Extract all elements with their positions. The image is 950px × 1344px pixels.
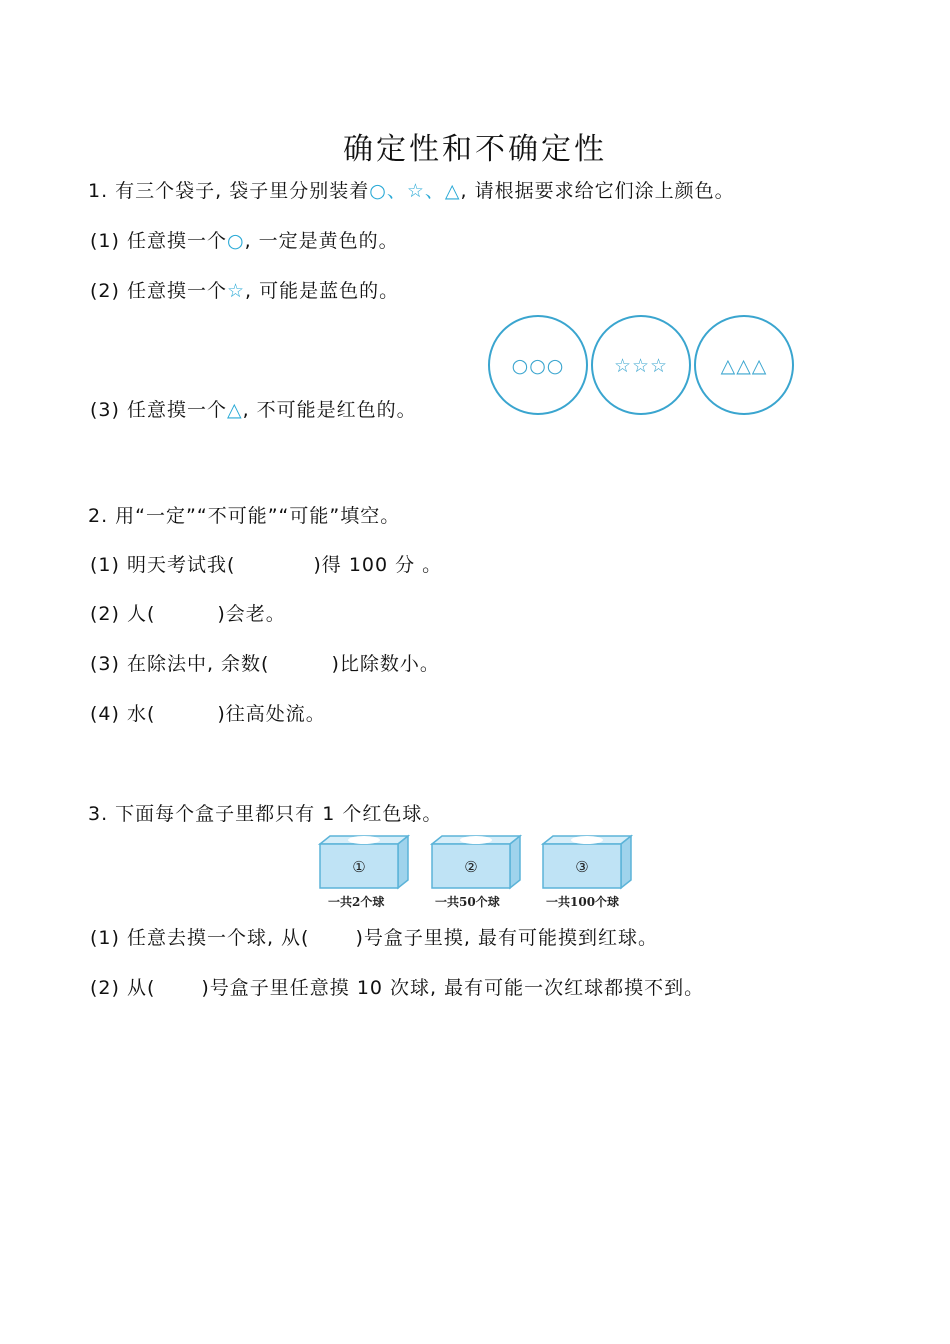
q1-prompt-text: 1. 有三个袋子, 袋子里分别装着 [88,180,370,202]
q3-item-2-suffix: )号盒子里任意摸 10 次球, 最有可能一次红球都摸不到。 [201,977,705,999]
separator: 、 [386,180,407,202]
q1-item-2-text: (2) 任意摸一个 [90,280,227,302]
q2-item-1-suffix: )得 100 分 。 [313,554,443,576]
q1-item-2 [90,278,399,304]
box-caption: 一共50个球 [435,895,500,909]
q1-item-1-text: (1) 任意摸一个 [90,230,227,252]
star-icon: ☆ [226,280,246,302]
q2-item-1-text: (1) 明天考试我( [90,554,236,576]
box-caption: 一共100个球 [546,895,620,909]
q1-prompt [88,178,735,204]
q2-item-4-suffix: )往高处流。 [217,703,326,725]
circle-icon: ○ [226,230,245,252]
q3-item-2-text: (2) 从( [90,977,156,999]
triangle-icon: △ [444,180,461,202]
box-number: ① [352,858,366,876]
bag-contents: △△△ [720,355,768,377]
ball-box-2[interactable] [430,834,522,890]
bag-stars[interactable] [591,315,691,415]
q1-item-2-suffix: , 可能是蓝色的。 [245,280,400,302]
q1-item-3-text: (3) 任意摸一个 [90,399,227,421]
bag-circles[interactable] [488,315,588,415]
star-icon: ☆ [406,180,425,202]
q1-prompt-suffix: , 请根据要求给它们涂上颜色。 [460,180,735,202]
q2-item-3 [90,651,440,677]
q3-item-1 [90,925,658,951]
q2-item-2-suffix: )会老。 [217,603,286,625]
bag-triangles[interactable] [694,315,794,415]
q2-item-2-text: (2) 人( [90,603,156,625]
box-number: ③ [575,858,589,876]
q2-item-4-text: (4) 水( [90,703,156,725]
q2-item-3-text: (3) 在除法中, 余数( [90,653,270,675]
q3-item-2 [90,975,704,1001]
bag-contents: ○○○ [511,355,565,377]
q3-item-1-text: (1) 任意去摸一个球, 从( [90,927,310,949]
q2-prompt: 2. 用“一定”“不可能”“可能”填空。 [88,505,401,527]
box-number: ② [464,858,478,876]
q2-item-2 [90,601,286,627]
ball-box-3[interactable] [541,834,633,890]
ball-box-1[interactable] [318,834,410,890]
q1-item-3 [90,397,417,423]
separator: 、 [424,180,445,202]
q2-item-4 [90,701,326,727]
bag-contents: ☆☆☆ [613,355,669,377]
q2-item-1 [90,552,442,578]
q1-item-1-suffix: , 一定是黄色的。 [244,230,399,252]
q1-item-1 [90,228,399,254]
circle-icon: ○ [369,180,387,202]
page-title: 确定性和不确定性 [343,132,607,167]
q3-prompt: 3. 下面每个盒子里都只有 1 个红色球。 [88,803,443,825]
q1-item-3-suffix: , 不可能是红色的。 [242,399,417,421]
q3-item-1-suffix: )号盒子里摸, 最有可能摸到红球。 [355,927,658,949]
q2-item-3-suffix: )比除数小。 [331,653,440,675]
box-caption: 一共2个球 [328,895,385,909]
triangle-icon: △ [226,399,243,421]
